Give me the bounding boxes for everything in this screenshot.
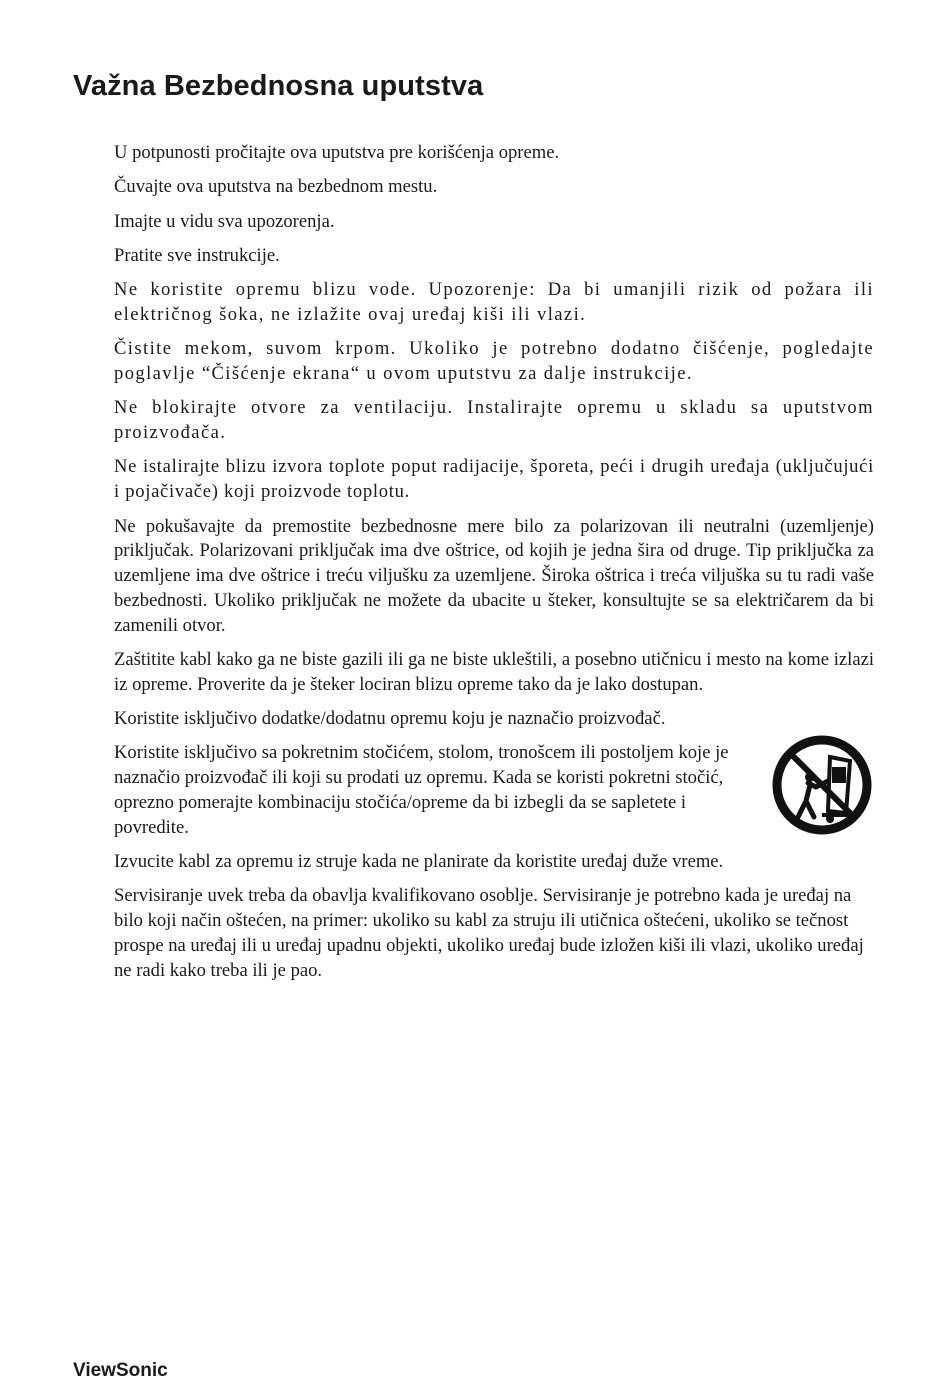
instructions-list [114,141,874,993]
cart-tip-over-warning-icon [772,735,872,835]
instruction-paragraph: Ne koristite opremu blizu vode. Upozorenje: Da bi umanjili rizik od požara ili električnog šoka, ne izlažite ovaj uređaj kiši ili vlazi. [114,279,874,325]
instruction-paragraph: Zaštitite kabl kako ga ne biste gazili ili ga ne biste ukleštili, a posebno utičnicu i mesto na kome izlazi iz opreme. Proverite da je šteker lociran blizu opreme tako da je lako dostupan. [114,649,874,695]
instruction-paragraph: Imajte u vidu sva upozorenja. [114,210,335,232]
instruction-paragraph: Ne istalirajte blizu izvora toplote poput radijacije, šporeta, peći i drugih uređaja (uključujući i pojačivače) koji proizvode toplotu. [114,456,874,503]
brand-footer: ViewSonic [73,1360,168,1381]
instruction-paragraph: Koristite isključivo dodatke/dodatnu opremu koju je naznačio proizvođač. [114,708,666,730]
cart-warning-row [114,741,874,850]
instruction-paragraph: Čuvajte ova uputstva na bezbednom mestu. [114,176,438,198]
instruction-paragraph: Ne blokirajte otvore za ventilaciju. Instalirajte opremu u skladu sa uputstvom proizvođača. [114,397,874,444]
instruction-paragraph: Koristite isključivo sa pokretnim stočićem, stolom, tronošcem ili postoljem koje je naznačio proizvođač ili koji su prodati uz opremu. Kada se koristi pokretni stočić, oprezno pomerajte kombinaciju stočića/opreme da bi izbegli da se sapletete i povredite. [114,742,729,838]
instruction-paragraph: Izvucite kabl za opremu iz struje kada ne planirate da koristite uređaj duže vreme. [114,851,724,873]
instruction-paragraph: Pratite sve instrukcije. [114,244,280,266]
instruction-paragraph: Čistite mekom, suvom krpom. Ukoliko je potrebno dodatno čišćenje, pogledajte poglavlje “Čišćenje ekrana“ u ovom uputstvu za dalje instrukcije. [114,338,874,385]
instruction-paragraph: U potpunosti pročitajte ova uputstva pre korišćenja opreme. [114,142,560,163]
instruction-paragraph: Servisiranje uvek treba da obavlja kvalifikovano osoblje. Servisiranje je potrebno kada je uređaj na bilo koji način oštećen, na primer: ukoliko su kabl za struju ili utičnica oštećeni, ukoliko se tečnost prospe na uređaj ili u uređaj upadnu objekti, ukoliko uređaj bude izložen kiši ili vlazi, ukoliko uređaj ne radi kako treba ili je pao. [114,885,864,981]
page-title: Važna Bezbednosna uputstva [73,70,484,102]
instruction-paragraph: Ne pokušavajte da premostite bezbednosne mere bilo za polarizovan ili neutralni (uzemljenje) priključak. Polarizovani priključak ima dve oštrice, od kojih je jedna šira od druge. Tip priključka za uzemljene ima dve oštrice i treću viljušku za uzemljene. Široka oštrica i treća viljuška su tu radi vaše bezbednosti. Ukoliko priključak ne možete da ubacite u šteker, konsultujte se sa električarem da bi zamenili otvor. [114,515,874,636]
